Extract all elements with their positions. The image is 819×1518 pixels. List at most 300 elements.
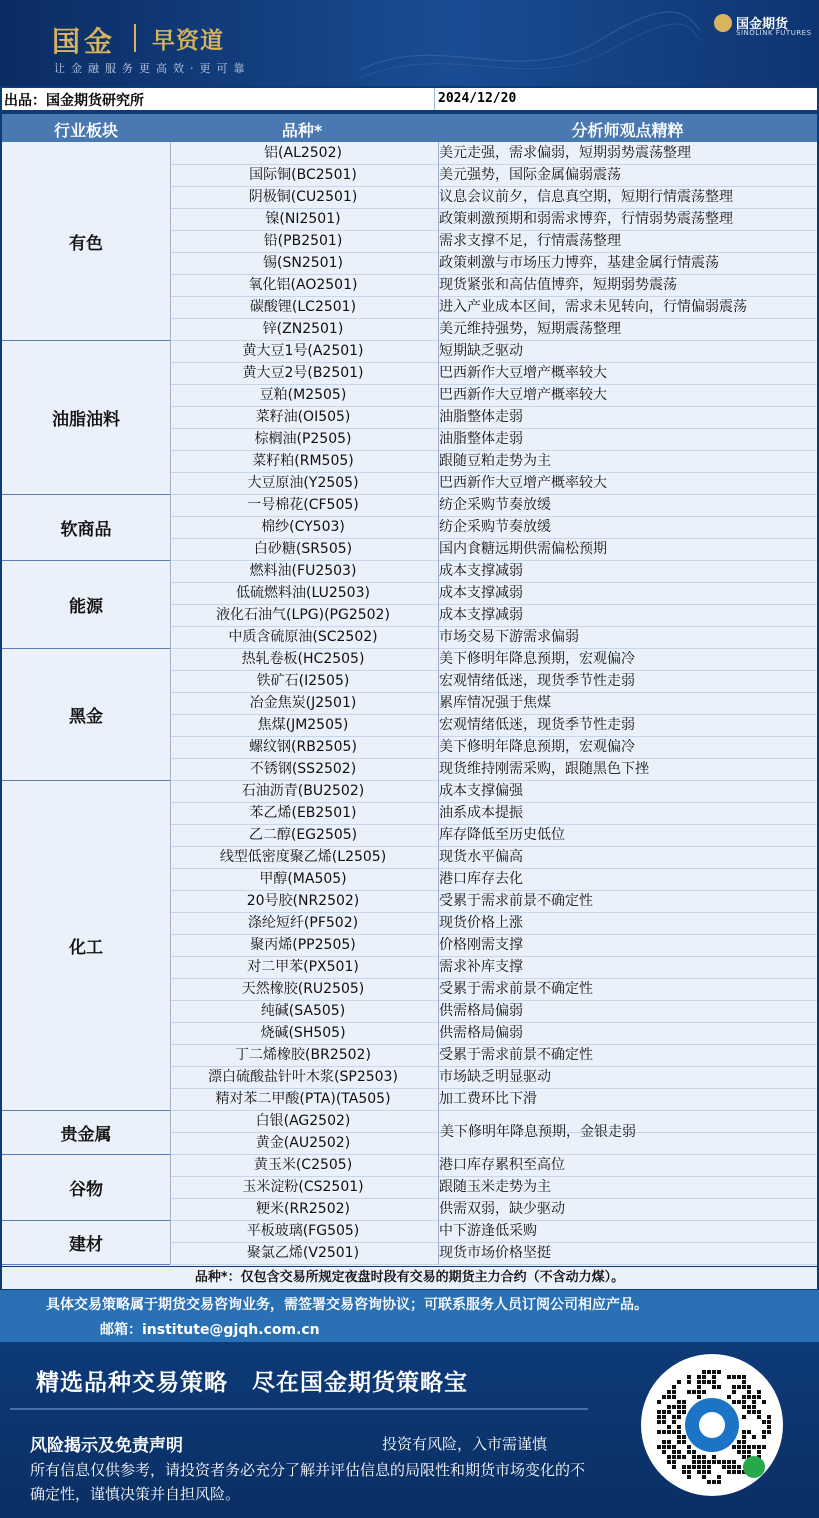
view-cell (438, 912, 814, 934)
qr-module (677, 1400, 681, 1404)
qr-module (752, 1400, 756, 1404)
qr-module (747, 1445, 751, 1449)
qr-module (677, 1430, 681, 1434)
product-cell: 碳酸锂(LC2501) (170, 296, 435, 318)
qr-module (702, 1380, 706, 1384)
view-cell (438, 780, 814, 802)
view-cell (438, 428, 814, 450)
qr-module (717, 1370, 721, 1374)
view-text: 议息会议前夕，信息真空期，短期行情震荡整理 (439, 189, 733, 205)
qr-module (667, 1440, 671, 1444)
table-row (170, 186, 817, 209)
notice-bar (0, 1290, 819, 1342)
view-text: 巴西新作大豆增产概率较大 (439, 365, 607, 381)
qr-module (742, 1445, 746, 1449)
brand-name: 国金 (52, 25, 117, 58)
view-text: 受累于需求前景不确定性 (439, 981, 593, 997)
table-row (170, 692, 817, 715)
qr-module (697, 1460, 701, 1464)
view-cell (438, 582, 814, 604)
product-cell: 铝(AL2502) (170, 142, 435, 164)
view-cell (438, 934, 814, 956)
qr-module (667, 1390, 671, 1394)
view-cell (438, 296, 814, 318)
product-cell: 菜籽粕(RM505) (170, 450, 435, 472)
view-cell (438, 1176, 814, 1198)
table-row (170, 428, 817, 451)
qr-module (747, 1395, 751, 1399)
qr-module (657, 1400, 661, 1404)
qr-module (727, 1470, 731, 1474)
view-cell (438, 978, 814, 1000)
table-row (170, 164, 817, 187)
qr-module (747, 1390, 751, 1394)
sector-label: 贵金属 (60, 1125, 112, 1145)
qr-module (707, 1370, 711, 1374)
product-cell: 精对苯二甲酸(PTA)(TA505) (170, 1088, 435, 1110)
view-cell (438, 824, 814, 846)
view-text: 成本支撑减弱 (439, 563, 523, 579)
qr-module (697, 1465, 701, 1469)
qr-module (677, 1440, 681, 1444)
qr-module (702, 1370, 706, 1374)
qr-module (702, 1475, 706, 1479)
view-text: 供需格局偏弱 (439, 1025, 523, 1041)
qr-module (727, 1375, 731, 1379)
qr-module (702, 1455, 706, 1459)
qr-module (762, 1445, 766, 1449)
view-text: 需求补库支撑 (439, 959, 523, 975)
qr-module (752, 1445, 756, 1449)
qr-module (682, 1435, 686, 1439)
qr-module (677, 1405, 681, 1409)
qr-module (727, 1460, 731, 1464)
qr-module (692, 1465, 696, 1469)
product-cell: 烧碱(SH505) (170, 1022, 435, 1044)
product-cell: 粳米(RR2502) (170, 1198, 435, 1220)
product-cell: 对二甲苯(PX501) (170, 956, 435, 978)
qr-module (697, 1390, 701, 1394)
product-cell: 线型低密度聚乙烯(L2505) (170, 846, 435, 868)
qr-module (737, 1400, 741, 1404)
qr-module (707, 1460, 711, 1464)
table-row (170, 1088, 817, 1111)
view-text: 美下修明年降息预期，宏观偏冷 (439, 651, 635, 667)
qr-module (697, 1380, 701, 1384)
qr-module (742, 1450, 746, 1454)
product-cell: 黄玉米(C2505) (170, 1154, 435, 1176)
view-cell (438, 1242, 814, 1264)
qr-module (692, 1390, 696, 1394)
view-text: 短期缺乏驱动 (439, 343, 523, 359)
table-row (170, 736, 817, 759)
view-text: 油脂整体走弱 (439, 409, 523, 425)
view-cell (438, 890, 814, 912)
table-row (170, 802, 817, 825)
qr-module (662, 1410, 666, 1414)
wave-decoration (360, 0, 700, 86)
product-cell: 棕榈油(P2505) (170, 428, 435, 450)
qr-module (672, 1405, 676, 1409)
promo-divider (10, 1408, 588, 1410)
qr-module (687, 1450, 691, 1454)
product-cell: 菜籽油(OI505) (170, 406, 435, 428)
wechat-icon (743, 1456, 765, 1478)
header-banner (0, 0, 819, 86)
qr-module (732, 1390, 736, 1394)
qr-module (677, 1380, 681, 1384)
qr-module (722, 1465, 726, 1469)
view-cell (438, 1198, 814, 1220)
sector-block (2, 648, 170, 781)
qr-module (747, 1450, 751, 1454)
table-row (170, 714, 817, 737)
view-cell (438, 164, 814, 186)
sector-block (2, 560, 170, 649)
qr-module (732, 1400, 736, 1404)
qr-module (717, 1460, 721, 1464)
qr-module (677, 1425, 681, 1429)
sector-label: 油脂油料 (52, 410, 120, 430)
table-row (170, 318, 817, 341)
product-cell: 石油沥青(BU2502) (170, 780, 435, 802)
qr-module (657, 1415, 661, 1419)
qr-module (707, 1470, 711, 1474)
product-cell: 棉纱(CY503) (170, 516, 435, 538)
view-text: 油系成本提振 (439, 805, 523, 821)
view-cell (438, 692, 814, 714)
brand-divider (134, 24, 136, 52)
qr-module (682, 1400, 686, 1404)
promo-section (0, 1342, 819, 1518)
qr-module (757, 1445, 761, 1449)
qr-module (737, 1375, 741, 1379)
table-row (170, 208, 817, 231)
product-cell: 漂白硫酸盐针叶木浆(SP2503) (170, 1066, 435, 1088)
view-cell (438, 1154, 814, 1176)
table-row (170, 1044, 817, 1067)
qr-module (757, 1390, 761, 1394)
table-row (170, 846, 817, 869)
product-cell: 20号胶(NR2502) (170, 890, 435, 912)
sector-block (2, 1154, 170, 1221)
table-row (170, 780, 817, 803)
qr-module (722, 1460, 726, 1464)
table-row (170, 494, 817, 517)
product-cell: 丁二烯橡胶(BR2502) (170, 1044, 435, 1066)
qr-module (742, 1375, 746, 1379)
qr-module (682, 1470, 686, 1474)
view-cell (438, 516, 814, 538)
view-cell (438, 670, 814, 692)
qr-module (747, 1410, 751, 1414)
view-cell (438, 648, 814, 670)
qr-module (737, 1445, 741, 1449)
table-row (170, 912, 817, 935)
qr-module (757, 1410, 761, 1414)
view-cell (438, 802, 814, 824)
qr-module (732, 1470, 736, 1474)
qr-module (672, 1395, 676, 1399)
qr-module (702, 1460, 706, 1464)
product-cell: 锌(ZN2501) (170, 318, 435, 340)
view-cell (438, 846, 814, 868)
product-cell: 天然橡胶(RU2505) (170, 978, 435, 1000)
qr-module (767, 1425, 771, 1429)
qr-module (752, 1435, 756, 1439)
view-text: 累库情况强于焦煤 (439, 695, 551, 711)
view-text: 现货紧张和高估值博弈，短期弱势震荡 (439, 277, 677, 293)
view-text: 巴西新作大豆增产概率较大 (439, 387, 607, 403)
view-cell (438, 274, 814, 296)
view-cell (438, 538, 814, 560)
table-footnote: 品种*：仅包含交易所规定夜盘时段有交易的期货主力合约（不含动力煤）。 (2, 1267, 817, 1289)
table-row (170, 648, 817, 671)
product-cell: 燃料油(FU2503) (170, 560, 435, 582)
qr-module (737, 1465, 741, 1469)
view-text: 供需双弱，缺少驱动 (439, 1201, 565, 1217)
header-product: 品种* (281, 121, 323, 140)
qr-module (742, 1430, 746, 1434)
product-cell: 铅(PB2501) (170, 230, 435, 252)
qr-module (712, 1480, 716, 1484)
qr-module (752, 1410, 756, 1414)
qr-module (702, 1470, 706, 1474)
sector-label: 化工 (69, 938, 103, 958)
view-cell (438, 1066, 814, 1088)
view-cell (438, 1088, 814, 1110)
qr-module (702, 1465, 706, 1469)
sector-block (2, 1220, 170, 1265)
table-row (170, 1220, 817, 1243)
qr-module (677, 1450, 681, 1454)
table-row (170, 1154, 817, 1177)
qr-module (767, 1415, 771, 1419)
qr-module (672, 1430, 676, 1434)
view-text: 跟随玉米走势为主 (439, 1179, 551, 1195)
table-row (170, 582, 817, 605)
sector-label: 谷物 (69, 1180, 103, 1200)
view-text: 纺企采购节奏放缓 (439, 497, 551, 513)
qr-module (727, 1465, 731, 1469)
qr-module (687, 1390, 691, 1394)
qr-module (662, 1395, 666, 1399)
qr-module (707, 1380, 711, 1384)
qr-module (672, 1465, 676, 1469)
view-text: 现货水平偏高 (439, 849, 523, 865)
qr-module (712, 1370, 716, 1374)
qr-module (657, 1430, 661, 1434)
qr-module (737, 1450, 741, 1454)
qr-module (742, 1440, 746, 1444)
view-text: 现货市场价格坚挺 (439, 1245, 551, 1261)
qr-module (727, 1395, 731, 1399)
table-row (170, 142, 817, 165)
table-row (170, 956, 817, 979)
table-row (170, 450, 817, 473)
view-text: 供需格局偏弱 (439, 1003, 523, 1019)
brand-subtitle: 早资道 (152, 28, 224, 54)
view-cell (438, 230, 814, 252)
view-cell (438, 626, 814, 648)
qr-module (767, 1430, 771, 1434)
view-text: 成本支撑减弱 (439, 585, 523, 601)
sector-block (2, 340, 170, 495)
qr-module (762, 1435, 766, 1439)
view-text: 美下修明年降息预期，宏观偏冷 (439, 739, 635, 755)
qr-module (742, 1435, 746, 1439)
table-row (170, 868, 817, 891)
risk-body: 所有信息仅供参考，请投资者务必充分了解并评估信息的局限性和期货市场变化的不确定性，谨慎决策并自担风险。 (30, 1461, 586, 1503)
qr-module (732, 1465, 736, 1469)
view-text: 库存降低至历史低位 (439, 827, 565, 843)
qr-module (662, 1420, 666, 1424)
product-cell: 涤纶短纤(PF502) (170, 912, 435, 934)
view-cell (438, 758, 814, 780)
view-cell (438, 1044, 814, 1066)
view-cell (438, 736, 814, 758)
table-row (170, 604, 817, 627)
qr-module (707, 1480, 711, 1484)
qr-module (667, 1430, 671, 1434)
view-cell (438, 714, 814, 736)
table-row (170, 758, 817, 781)
qr-module (687, 1380, 691, 1384)
qr-module (677, 1410, 681, 1414)
product-cell: 乙二醇(EG2505) (170, 824, 435, 846)
view-cell (438, 362, 814, 384)
table-header (2, 114, 817, 142)
table-row (170, 472, 817, 495)
qr-module (657, 1420, 661, 1424)
product-cell: 液化石油气(LPG)(PG2502) (170, 604, 435, 626)
qr-module (667, 1410, 671, 1414)
product-cell: 玉米淀粉(CS2501) (170, 1176, 435, 1198)
source-label: 出品：国金期货研究所 (4, 93, 144, 109)
view-cell (438, 450, 814, 472)
qr-module (732, 1445, 736, 1449)
product-cell: 大豆原油(Y2505) (170, 472, 435, 494)
qr-module (672, 1445, 676, 1449)
view-text: 政策刺激与市场压力博弈，基建金属行情震荡 (439, 255, 719, 271)
view-text: 宏观情绪低迷，现货季节性走弱 (439, 717, 635, 733)
view-cell (438, 1220, 814, 1242)
qr-module (662, 1440, 666, 1444)
view-cell (438, 868, 814, 890)
view-cell (438, 186, 814, 208)
qr-module (672, 1385, 676, 1389)
slogan: 让金融服务更高效·更可靠 (54, 62, 251, 75)
qr-module (732, 1460, 736, 1464)
qr-module (697, 1395, 701, 1399)
view-cell (438, 142, 814, 164)
product-cell: 聚氯乙烯(V2501) (170, 1242, 435, 1264)
view-text: 美元强势，国际金属偏弱震荡 (439, 167, 621, 183)
view-text: 成本支撑偏强 (439, 783, 523, 799)
view-text: 需求支撑不足，行情震荡整理 (439, 233, 621, 249)
qr-module (717, 1480, 721, 1484)
report-date: 2024/12/20 (438, 91, 517, 106)
product-cell: 聚丙烯(PP2505) (170, 934, 435, 956)
qr-module (672, 1390, 676, 1394)
view-text: 国内食糖远期供需偏松预期 (439, 541, 607, 557)
table-row (170, 1242, 817, 1265)
table-row (170, 560, 817, 583)
table-body (2, 142, 817, 1266)
qr-module (697, 1375, 701, 1379)
sector-label: 能源 (69, 597, 103, 617)
sector-label: 建材 (69, 1235, 103, 1255)
qr-module (672, 1450, 676, 1454)
header-sector: 行业板块 (53, 121, 118, 140)
sector-label: 软商品 (60, 520, 112, 540)
risk-title: 风险揭示及免责声明 (30, 1436, 183, 1456)
qr-module (687, 1475, 691, 1479)
view-cell (438, 252, 814, 274)
qr-code-icon[interactable] (641, 1354, 783, 1496)
qr-module (762, 1420, 766, 1424)
table-row (170, 626, 817, 649)
table-row (170, 538, 817, 561)
qr-module (667, 1425, 671, 1429)
qr-module (682, 1455, 686, 1459)
view-text: 政策刺激预期和弱需求博弈，行情弱势震荡整理 (439, 211, 733, 227)
qr-module (667, 1445, 671, 1449)
product-cell: 纯碱(SA505) (170, 1000, 435, 1022)
table-row (170, 934, 817, 957)
qr-module (717, 1475, 721, 1479)
qr-module (747, 1405, 751, 1409)
company-logo-icon (714, 14, 732, 32)
table-row (170, 670, 817, 693)
qr-module (752, 1405, 756, 1409)
qr-module (682, 1465, 686, 1469)
qr-module (672, 1415, 676, 1419)
product-cell: 铁矿石(I2505) (170, 670, 435, 692)
sector-block (2, 1110, 170, 1155)
product-cell: 螺纹钢(RB2505) (170, 736, 435, 758)
product-cell: 中质含硫原油(SC2502) (170, 626, 435, 648)
qr-module (762, 1430, 766, 1434)
qr-module (742, 1405, 746, 1409)
qr-module (717, 1385, 721, 1389)
info-row (2, 88, 817, 110)
qr-module (662, 1445, 666, 1449)
sector-label: 有色 (69, 234, 103, 254)
view-text: 跟随豆粕走势为主 (439, 453, 551, 469)
view-cell (438, 208, 814, 230)
company-logo-english: SINOLINK FUTURES (736, 29, 812, 37)
table-row (170, 296, 817, 319)
risk-tip: 投资有风险，入市需谨慎 (382, 1435, 548, 1453)
qr-module (712, 1385, 716, 1389)
product-cell: 低硫燃料油(LU2503) (170, 582, 435, 604)
qr-module (742, 1395, 746, 1399)
view-text: 市场缺乏明显驱动 (439, 1069, 551, 1085)
view-cell (438, 1022, 814, 1044)
promo-headline: 精选品种交易策略 尽在国金期货策略宝 (36, 1370, 468, 1396)
qr-module (697, 1455, 701, 1459)
qr-module (682, 1410, 686, 1414)
product-cell: 豆粕(M2505) (170, 384, 435, 406)
qr-module (682, 1440, 686, 1444)
qr-module (752, 1395, 756, 1399)
qr-module (677, 1415, 681, 1419)
contact-email[interactable]: 邮箱：institute@gjqh.com.cn (100, 1322, 320, 1338)
table-row (170, 890, 817, 913)
qr-module (662, 1415, 666, 1419)
table-row (170, 1066, 817, 1089)
